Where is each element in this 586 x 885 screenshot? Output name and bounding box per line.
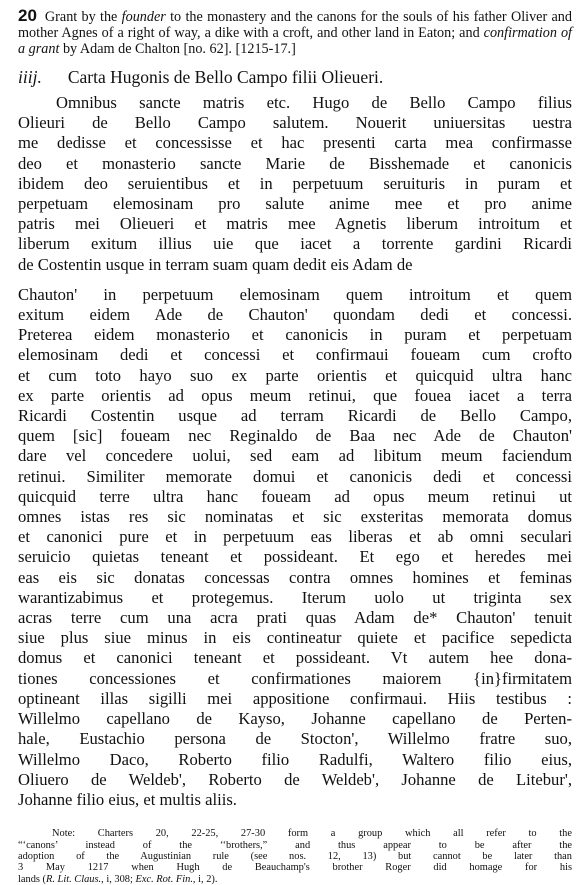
- text-line: deo et monasterio sancte Marie de Bisshemade et canonicis: [18, 153, 572, 173]
- summary-text: [18, 9, 572, 57]
- charter-summary: [18, 8, 572, 57]
- text-line: exitum eidem Ade de Chauton' quondam dedi et concessi.: [18, 305, 572, 325]
- text-line: elemosinam dedi et concessi et confirmaui foueam cum crofto: [18, 345, 572, 365]
- note-run: , i, 308;: [101, 873, 136, 885]
- text-line: quem [sic] foueam nec Reginaldo de Baa nec Ade de Chauton': [18, 426, 572, 446]
- text-line: optineant illas sigilli mei appositione confirmaui. Hiis testibus :: [18, 688, 572, 708]
- text-line: Willelmo capellano de Kayso, Johanne capellano de Perten-: [18, 709, 572, 729]
- summary-run: Grant by the: [44, 9, 122, 25]
- text-line: Ricardi Costentin usque ad terram Ricardi de Bello Campo,: [18, 406, 572, 426]
- text-line: Chauton' in perpetuum elemosinam quem introitum et quem: [18, 284, 572, 304]
- text-line: siue plus siue minus in eis contineatur quiete et pacifice sepedicta: [18, 628, 572, 648]
- note-run: , i, 2).: [192, 873, 218, 885]
- heading-title: Carta Hugonis de Bello Campo filii Olieueri.: [67, 67, 384, 87]
- text-line: Willelmo Daco, Roberto filio Radulfi, Waltero filio eius,: [18, 749, 572, 769]
- note-line: [18, 862, 572, 873]
- text-line: et canonici pure et in perpetuum eas liberas et ab omni seculari: [18, 527, 572, 547]
- charter-heading: [18, 67, 572, 87]
- paragraph-gap: [18, 275, 572, 285]
- text-line: Omnibus sancte matris etc. Hugo de Bello Campo filius: [56, 93, 572, 112]
- text-line: warantizabimus et protegemus. Iterum uolo ut triginta sex: [18, 587, 572, 607]
- text-line: ibidem deo seruientibus et in perpetuum seruituris in puram et: [18, 173, 572, 193]
- text-line: eas eis sic donatas concessas contra omnes homines et feminas: [18, 567, 572, 587]
- note-line: [18, 828, 572, 839]
- summary-run: to the monastery and the canons for the souls of his father Oliver and mother Agnes of a right of way, a dike with a croft, and other land in Eaton; and: [18, 9, 572, 41]
- note-run: 3 May 1217 when Hugh de Beauchamp's brother Roger did homage for his: [18, 862, 572, 874]
- text-line: perpetuam elemosinam pro salute anime mee et pro anime: [18, 194, 572, 214]
- text-line: Oliuero de Weldeb', Roberto de Weldeb', Johanne de Litebur',: [18, 769, 572, 789]
- note-line: [18, 874, 572, 885]
- text-line: tiones concessiones et confirmationes maiorem {in}firmitatem: [18, 668, 572, 688]
- text-line: seruicio quietas teneant et possideant. Et ego et heredes mei: [18, 547, 572, 567]
- footnote: [18, 828, 572, 885]
- text-line: retinui. Similiter memorate domui et canonicis dedi et concessi: [18, 466, 572, 486]
- text-line: ex parte orientis ad opus meum retinui, que fouea iacet a terra: [18, 385, 572, 405]
- text-line: Olieuri de Bello Campo salutem. Nouerit uniuersitas uestra: [18, 113, 572, 133]
- text-line: acras terre cum una acra prati quas Adam de* Chauton' tenuit: [18, 608, 572, 628]
- text-line: omnes istas res sic nominatas et sic exsteritas memorata domus: [18, 507, 572, 527]
- text-line: et cum toto hayo suo ex parte orientis et quicquid ultra hanc: [18, 365, 572, 385]
- heading-roman-numeral: iiij.: [18, 67, 42, 87]
- text-line: dare vel concedere uolui, sed eam ad libitum meum faciendum: [18, 446, 572, 466]
- text-line: de Costentin usque in terram suam quam dedit eis Adam de: [18, 254, 413, 274]
- charter-paragraph-1: [18, 93, 572, 275]
- summary-run: by Adam de Chalton [no. 62]. [1215-17.]: [59, 41, 296, 57]
- text-line: quicquid terre ultra hanc foueam ad opus meum retinui ut: [18, 486, 572, 506]
- summary-run: founder: [121, 9, 166, 25]
- note-run: “‘canons’ instead of the ‘‘brothers,” and thus appear to be after the: [18, 839, 572, 851]
- text-line: Preterea eidem monasterio et canonicis in puram et perpetuam: [18, 325, 572, 345]
- charter-paragraph-2: [18, 285, 572, 810]
- note-run: Note: Charters 20, 22-25, 27-30 form a group which all refer to the: [52, 828, 572, 840]
- text-line: hale, Eustachio persona de Stocton', Willelmo fratre suo,: [18, 729, 572, 749]
- text-line: domus et canonici teneant et possideant. Vt autem hee dona-: [18, 648, 572, 668]
- text-line: me dedisse et concessisse et hac presenti carta mea confirmasse: [18, 133, 572, 153]
- text-line: patris mei Olieueri et matris mee Agnetis liberum introitum et: [18, 214, 572, 234]
- note-line: [18, 851, 572, 862]
- note-run: lands (: [18, 873, 46, 885]
- text-line: Johanne filio eius, et multis aliis.: [18, 789, 237, 809]
- note-run: Exc. Rot. Fin.: [135, 873, 193, 885]
- note-line: [18, 840, 572, 851]
- text-line: liberum exitum illius uie que iacet a torrente gardini Ricardi: [18, 234, 572, 254]
- summary-run: confirmation of a grant: [18, 25, 572, 57]
- note-run: R. Lit. Claus.: [46, 873, 102, 885]
- charter-number: 20: [18, 6, 37, 25]
- note-run: adoption of the Augustinian rule (see nos. 12, 13) but cannot be later than: [18, 850, 572, 862]
